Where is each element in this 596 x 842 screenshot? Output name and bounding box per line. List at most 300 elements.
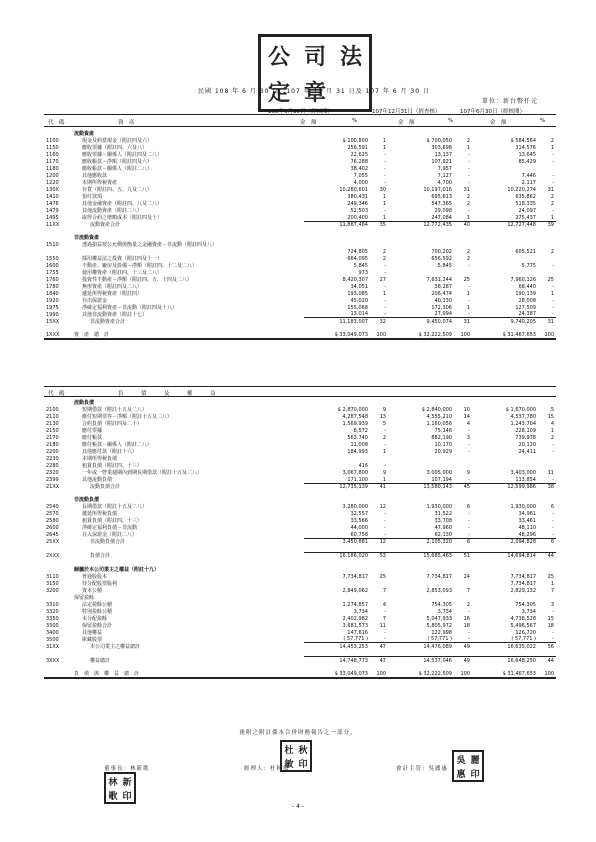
pct-col-3: - [552,262,554,269]
row-label: 應付帳款－關係人（附註二八） [82,442,153,448]
table-row [44,331,556,339]
amount-col-2: 14,476,089 [388,643,454,650]
amount-col-2 [388,496,454,503]
amount-col-2: 7,957 [437,166,452,172]
row-code: 3500 [46,636,59,643]
pct-col-3: 31 [547,187,554,193]
row-label: 法定盈餘公積 [82,601,113,608]
row-code: 2570 [46,511,59,518]
amount-col-3: 20,120 [518,442,536,448]
amount-col-1: 52,503 [350,208,368,214]
pct-col-2: 2 [466,248,470,255]
pct-col-1: 11 [379,622,386,629]
row-code: 1920 [46,297,59,304]
pct-col-2: 100 [454,331,472,339]
pct-col-3: - [552,525,554,532]
amount-col-1 [304,234,370,241]
amount-col-1: 11,183,007 [304,318,370,325]
pct-col-3: - [552,636,554,643]
amount-col-3: 754,305 [515,601,536,608]
amount-col-3 [472,130,538,137]
row-label [72,650,304,657]
row-label: 其他應收款 [82,173,108,179]
report-date-line: 民國 108 年 6 月 30 日、107 年 12 月 31 日及 107 年 6 月 30 日 [198,88,430,95]
pct-col-1: 7 [382,587,386,594]
amount-col-3: 16,635,022 [472,643,538,650]
row-label: 未分配盈餘 [82,615,108,622]
amount-col-1: 2,849,062 [342,587,368,594]
table-row [44,158,556,165]
pct-col-2: 31 [454,318,472,325]
pct-col-1 [370,130,388,137]
amount-col-2: 107,921 [431,159,452,165]
amount-col-2: 62,130 [434,531,452,538]
pct-col-1: - [384,269,386,276]
amount-col-3 [472,594,538,601]
table-row [44,290,556,297]
amount-col-3 [472,165,538,172]
pct-col-2 [454,650,472,657]
amount-col-3: 85,429 [518,159,536,165]
pct-col-1 [370,234,388,241]
liabilities-header: 負 債 及 權 益 [118,391,222,397]
row-code: 1XXX [44,331,72,339]
table-row [44,255,556,262]
amount-col-1: 3,734 [353,608,368,615]
row-label: 非流動負債合計 [90,539,126,546]
table-row [44,214,556,221]
pct-col-1: - [384,173,386,179]
amount-col-1 [304,545,370,552]
row-label: 流動負債合計 [90,484,121,490]
amount-col-1: 10,280,601 [339,187,368,193]
table-row [44,462,556,469]
row-code: 130X [46,187,59,193]
row-code: 3110 [46,573,59,580]
pct-col-3: 31 [538,318,556,325]
table-row [44,636,556,643]
amount-col-2: 20,929 [434,449,452,455]
col-header-period-2: 107年12月31日（經查核） [372,109,441,115]
pct-col-2: - [468,283,470,290]
row-code: 1220 [46,180,59,186]
amount-col-3: 1,930,000 [510,504,536,511]
row-code: 2645 [46,532,59,539]
pct-col-1 [370,399,388,406]
row-code: 1479 [46,208,59,214]
amount-col-3: 24,387 [518,311,536,318]
amount-col-3: 33,461 [518,518,536,525]
amount-col-3 [472,462,538,469]
row-label: 其他流動負債 [82,477,113,483]
row-code: 2110 [46,414,59,420]
amount-col-1: 1,274,857 [342,601,368,608]
row-code: 3400 [46,629,59,636]
row-label: 採用權益法之投資（附註四及十一） [82,255,163,262]
row-code: 1495 [46,215,59,221]
row-code: 1160 [46,152,59,158]
pct-col-3: - [552,629,554,636]
table-row [44,622,556,629]
amount-col-1: 7,734,817 [342,573,368,580]
chairman-seal: 林 新 歌 印 [104,772,136,804]
amount-col-3: 228,109 [515,428,536,434]
amount-col-2: 882,190 [431,435,452,441]
amount-col-2: 29,098 [434,208,452,214]
table-row [44,186,556,193]
amount-col-1: 14,453,253 [304,643,370,650]
amount-col-2: 31,522 [434,511,452,518]
amount-col-1: 5,845 [353,262,368,269]
amount-col-3: 10,220,274 [507,187,536,193]
row-code: 1780 [46,283,59,290]
pct-col-1: - [384,531,386,538]
pct-col-2 [454,496,472,503]
pct-col-3: 2 [550,194,554,200]
row-code [44,234,72,241]
pct-col-3: - [552,608,554,615]
pct-col-1: 12 [370,538,388,545]
row-code: 25XX [46,539,60,546]
row-code: 1760 [46,276,59,283]
pct-col-1: - [384,297,386,304]
pct-col-3: - [552,449,554,455]
amount-col-1: 155,068 [347,304,368,311]
row-code: 1840 [46,290,59,297]
pct-col-2: 2 [466,138,470,144]
amount-col-1: 11,008 [350,442,368,448]
row-label: 非流動資產 [74,235,100,242]
amount-col-2: 172,306 [431,304,452,311]
pct-col-2 [454,455,472,462]
pct-col-2: 45 [454,483,472,490]
col-header-amount-1: 金 額 [300,120,317,126]
amount-col-1: 3,280,000 [342,504,368,511]
pct-col-3: - [552,304,554,311]
pct-col-1 [370,496,388,503]
row-label: 其他應付款（附註十六） [82,449,138,455]
row-code [44,130,72,137]
pct-col-1: - [384,428,386,434]
pct-col-2: 40 [454,221,472,228]
amount-col-2 [388,241,454,248]
pct-col-1: - [384,311,386,318]
table-row [44,262,556,269]
amount-col-3 [472,545,538,552]
pct-col-1: - [384,608,386,615]
amount-col-2: ( 57,771 ) [427,636,452,643]
pct-col-2: - [468,428,470,434]
amount-col-2: 656,592 [431,255,452,262]
table-row [44,297,556,304]
pct-col-3 [538,241,556,248]
liabilities-header-rule [44,386,556,387]
amount-col-1: 60,758 [350,531,368,538]
pct-col-2: - [468,262,470,269]
amount-col-3: 7,734,817 [510,573,536,580]
amount-col-2: 7,631,244 [426,276,452,283]
amount-col-1: 3,681,573 [342,622,368,629]
amount-col-2: 303,698 [431,145,452,151]
table-row [44,137,556,144]
amount-col-3: 5,775 [521,262,536,269]
amount-col-3: 48,110 [518,525,536,532]
accountant-signature: 會計主管：吳麗惠 [396,766,449,772]
pct-col-2: - [468,297,470,304]
amount-col-3 [472,455,538,462]
row-label: 應付票據 [82,428,103,434]
amount-col-1: 3,067,800 [342,470,368,476]
pct-col-2: - [468,152,470,158]
pct-col-3 [538,269,556,276]
table-row [44,587,556,594]
pct-col-2: - [468,166,470,172]
row-label: 歸屬於本公司業主之權益（附註十九） [74,566,160,573]
row-label: 其他金融資產（附註四、八及二八） [82,201,163,207]
pct-col-3: 1 [550,214,554,221]
pct-col-2: 1 [466,290,470,297]
amount-col-1: 7,055 [353,173,368,179]
pct-col-3: 15 [547,414,554,420]
pct-col-3 [538,462,556,469]
col-header-assets: 資 產 [118,120,135,126]
row-label: 應收帳款－關係人（附註二八） [82,166,153,172]
row-label [72,545,304,552]
pct-col-2 [454,594,472,601]
amount-col-1: 563,740 [347,435,368,441]
amount-col-1 [304,580,370,587]
col-header-period-1: 108年6月30日（經核閱） [268,109,333,115]
amount-col-2: 107,194 [431,476,452,483]
row-code: 1150 [46,145,59,151]
amount-col-2 [388,580,454,587]
pct-col-2: - [468,311,470,318]
pct-col-3: - [552,297,554,304]
pct-col-2 [454,566,472,573]
table-row [44,318,556,325]
table-row [44,441,556,448]
row-code: 2100 [46,407,59,413]
row-label: 保留盈餘合計 [82,622,113,629]
pct-col-1: 47 [370,657,388,664]
amount-col-3 [472,255,538,262]
row-label: 遞延所得稅資產（附註四） [82,290,143,297]
table-row [44,413,556,420]
row-code: 3320 [46,608,59,615]
pct-col-3: - [552,476,554,483]
pct-col-3 [538,455,556,462]
pct-col-3: 15 [547,615,554,622]
table-row [44,531,556,538]
pct-col-3: - [552,180,554,186]
amount-col-1: 184,993 [347,449,368,455]
amount-col-2: 247,084 [431,214,452,221]
pct-col-1 [370,566,388,573]
amount-col-3: 14,694,814 [472,552,538,559]
amount-col-2: $ 32,222,509 [388,670,454,678]
amount-col-3: 1,243,704 [510,421,536,427]
amount-col-3: 2,094,828 [472,538,538,545]
pct-col-2 [454,399,472,406]
amount-col-2: 547,365 [431,201,452,207]
row-code: 1100 [46,138,59,144]
pct-col-2 [454,269,472,276]
row-code: 2320 [46,470,59,476]
pct-col-3: 38 [538,483,556,490]
amount-col-1: 4,287,548 [342,414,368,420]
row-label: 取得合約之增額成本（附註四及十） [82,215,163,221]
amount-col-3: 739,978 [515,435,536,441]
amount-col-1: 3,450,881 [304,538,370,545]
pct-col-3: 5 [550,407,554,413]
table-row [44,643,556,650]
amount-col-2 [388,462,454,469]
row-label: 存出保證金 [82,297,108,304]
amount-col-1: 664,095 [347,255,368,262]
pct-col-1: 1 [382,194,386,200]
amount-col-1 [304,650,370,657]
pct-col-1: 1 [382,214,386,221]
chairman-signature: 董事長：林新歌 [104,766,150,772]
pct-col-2 [454,580,472,587]
amount-col-2 [388,130,454,137]
row-label: 一年或一營業週期內到期長期借款（附註十五及二八） [82,470,203,476]
table-row [44,476,556,483]
pct-col-1: 12 [379,504,386,511]
row-label: 遞延所得稅負債 [82,511,118,518]
pct-col-1: - [384,511,386,518]
pct-col-1 [370,650,388,657]
amount-col-2: 33,708 [434,518,452,525]
row-code: 2170 [46,435,59,441]
pct-col-3 [538,165,556,172]
pct-col-2: 2 [466,201,470,207]
row-code: 31XX [46,643,60,650]
pct-col-3: - [552,283,554,290]
amount-col-3: 3,734 [521,608,536,615]
amount-col-2: 14,537,046 [388,657,454,664]
amount-col-2 [388,545,454,552]
pct-col-2: 49 [454,657,472,664]
pct-col-1: - [384,518,386,525]
pct-col-3: 3 [550,601,554,608]
row-label: 待分配股票股利 [82,580,118,587]
row-label: 保留盈餘 [74,594,95,601]
pct-col-3: 1 [550,580,554,587]
row-code: 1550 [46,255,59,262]
row-code: 2580 [46,518,59,525]
pct-col-2: 1 [466,145,470,151]
pct-col-1 [370,545,388,552]
row-code: 1476 [46,201,59,207]
pct-col-3: 44 [538,552,556,559]
row-label: 流動資產 [74,131,95,137]
amount-col-3: 2,829,132 [510,587,536,594]
pct-col-2: 6 [454,538,472,545]
amount-col-1 [304,399,370,406]
table-row [44,179,556,186]
amount-col-3: 314,576 [515,145,536,151]
table-row [44,552,556,559]
amount-col-2 [388,234,454,241]
amount-col-3 [472,496,538,503]
pct-col-1: - [384,463,386,469]
row-label: 本期所得稅資產 [82,180,118,186]
amount-col-3 [472,234,538,241]
row-label: 其他非流動資產（附註十七） [82,311,148,318]
pct-col-1: 1 [382,449,386,455]
pct-col-2: 31 [463,187,470,193]
row-label: 合約負債（附註四及二十） [82,421,143,427]
amount-col-2: 4,555,210 [426,414,452,420]
pct-col-3: 100 [538,331,556,339]
row-label: 非流動資產合計 [90,318,126,325]
pct-col-3: 25 [547,276,554,283]
pct-col-1: 1 [382,290,386,297]
amount-col-2: 754,305 [431,601,452,608]
manager-seal: 杜 秋 敏 印 [280,740,312,772]
amount-col-3: 13,645 [518,152,536,158]
amount-col-3 [472,650,538,657]
row-code: 3XXX [46,657,60,664]
table-row [44,151,556,158]
row-label: 負債合計 [90,553,111,560]
pct-col-3 [538,545,556,552]
table-row [44,566,556,573]
pct-col-3: - [552,152,554,158]
pct-col-3: - [552,442,554,448]
table-row [44,483,556,490]
amount-col-2 [388,399,454,406]
pct-col-1: 2 [382,255,386,262]
amount-col-3: 12,599,986 [472,483,538,490]
amount-col-2: 13,137 [434,152,452,158]
pct-col-1: 2 [382,248,386,255]
pct-col-1: 25 [379,573,386,580]
row-code: 1600 [46,262,59,269]
pct-col-1: 53 [370,552,388,559]
amount-col-1: 11,867,464 [304,221,370,228]
pct-col-3 [538,255,556,262]
row-code: 2399 [46,477,59,483]
liab-col-code: 代 碼 [48,391,65,397]
row-code: 1975 [46,304,59,311]
pct-col-2 [454,545,472,552]
table-row [44,165,556,172]
pct-col-1: - [384,152,386,158]
row-code: 2XXX [46,553,60,560]
table-row [44,427,556,434]
row-label: 使用權資產（附註四、十三及二八） [82,269,163,276]
amount-col-2: 3,734 [437,608,452,615]
pct-col-2: - [468,518,470,525]
row-label: 存入保證金（附註二八） [82,532,138,539]
pct-col-2: 9 [466,470,470,476]
row-label: 長期借款（附註十五及二八） [82,504,148,511]
amount-col-1: $ 2,870,000 [337,407,368,413]
pct-col-2: 14 [463,414,470,420]
pct-col-2: 18 [463,622,470,629]
pct-col-2: 4 [466,421,470,427]
row-code: 2130 [46,421,59,427]
pct-col-3: - [552,511,554,518]
amount-col-2: 700,202 [431,248,452,255]
pct-col-1: - [384,166,386,172]
pct-col-2: 25 [463,276,470,283]
table-row [44,629,556,636]
row-code [44,670,72,678]
pct-col-3: 6 [550,504,554,511]
